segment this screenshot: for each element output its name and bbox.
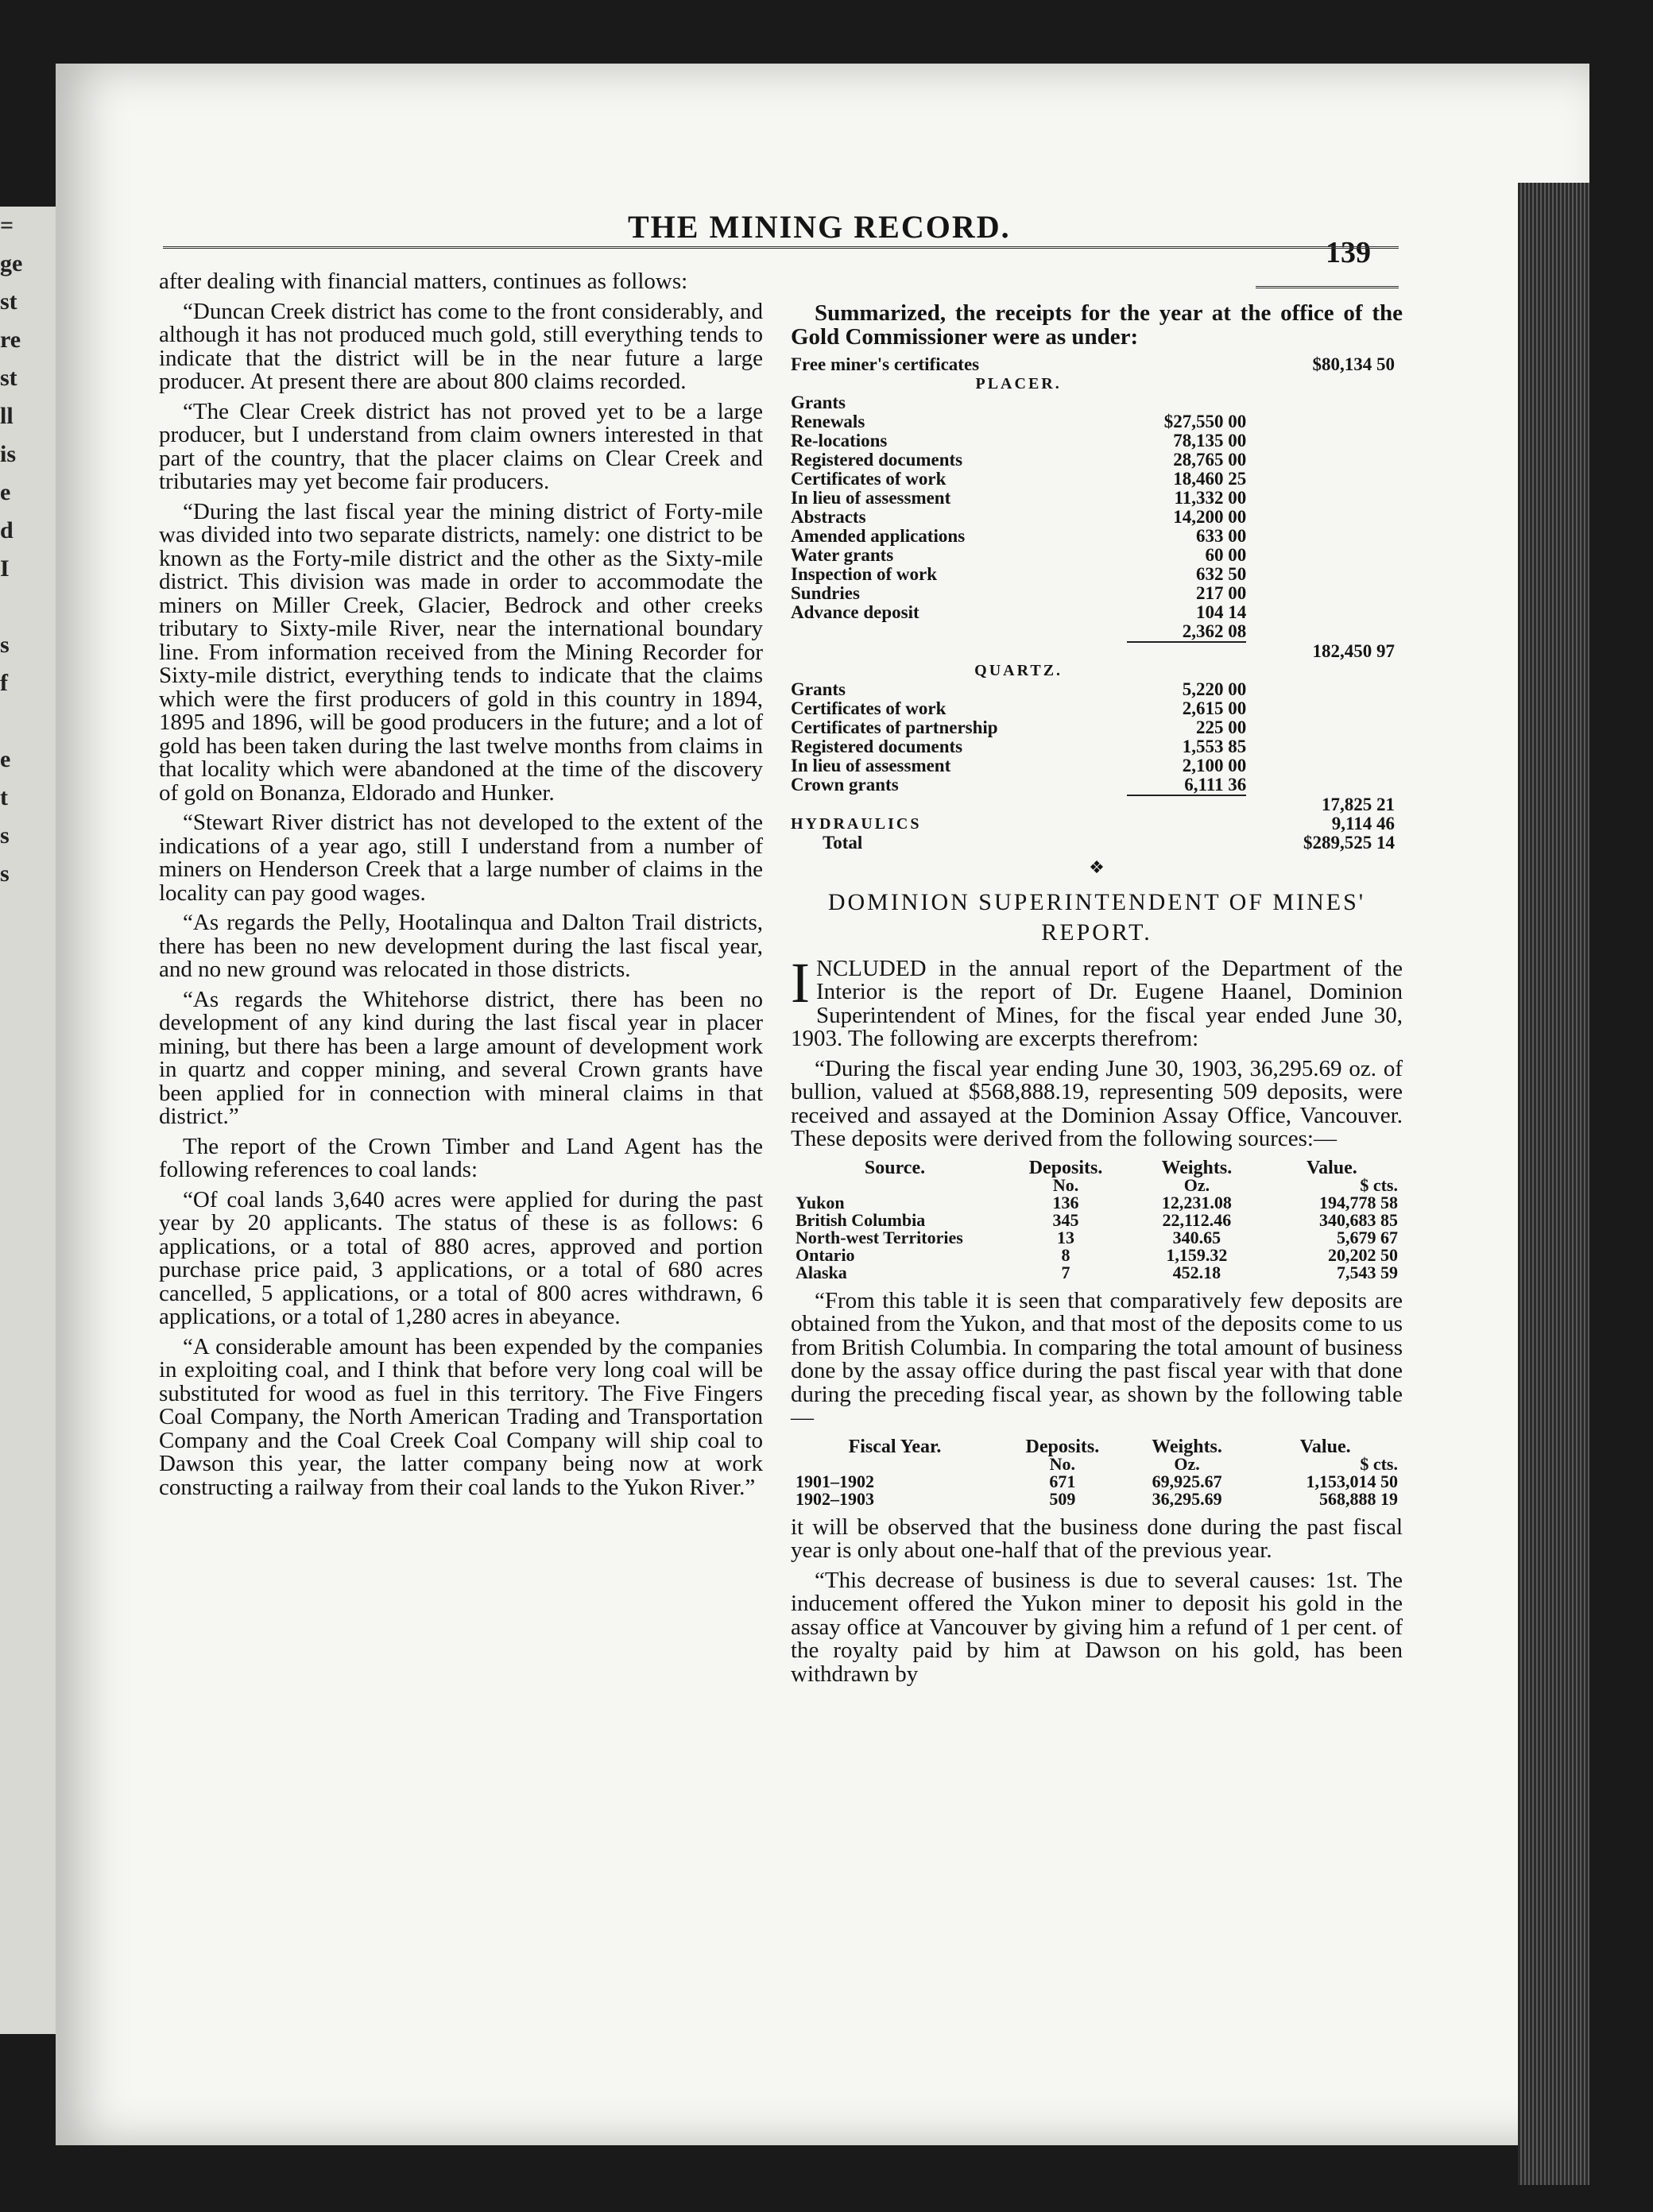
table-cell: 194,778 58 bbox=[1319, 1192, 1398, 1212]
table-cell: 36,295.69 bbox=[1152, 1488, 1222, 1509]
table-cell: 1,153,014 50 bbox=[1306, 1471, 1398, 1491]
paragraph: “The Clear Creek district has not proved yet to be a large producer, but I understand from claim owners interested in that part of the country, that the placer claims on Clear Creek and tributaries may yet become fair producers. bbox=[159, 398, 763, 494]
table-cell: 136 bbox=[1052, 1192, 1079, 1212]
table-row bbox=[791, 584, 1395, 603]
column-subheader: Oz. bbox=[1183, 1174, 1210, 1195]
column-header: Weights. bbox=[1152, 1436, 1222, 1457]
table-row bbox=[791, 431, 1395, 451]
table-subheader-row bbox=[791, 1177, 1403, 1194]
table-cell: 69,925.67 bbox=[1152, 1471, 1222, 1491]
paragraph: “This decrease of business is due to several causes: 1st. The inducement offered the Yukon miner to deposit his gold in the assay office at Vancouver by giving him a refund of 1 per cent. of the royalty paid by him at Dawson on his gold, has been withdrawn by bbox=[791, 1567, 1403, 1687]
table-cell: Alaska bbox=[796, 1262, 847, 1282]
receipt-label: Certificates of partnership bbox=[791, 717, 998, 737]
receipt-amount: 225 00 bbox=[1195, 717, 1247, 737]
total-label: Total bbox=[823, 833, 863, 853]
receipt-label: Free miner's certificates bbox=[791, 354, 980, 374]
paragraph: “Of coal lands 3,640 acres were applied for during the past year by 20 applicants. The status of these is as follows: 6 applications, or a total of 880 acres, approved and portion purchase price paid, 3 applications, or a total of 680 acres cancelled, 5 applications, or a total of 800 acres withdrawn, 6 applications, or a total of 1,280 acres in abeyance. bbox=[159, 1186, 763, 1329]
table-row bbox=[791, 795, 1395, 814]
table-header-row bbox=[791, 1159, 1403, 1177]
table-row bbox=[791, 508, 1395, 527]
facing-page-fragment: t bbox=[0, 784, 8, 810]
table-row bbox=[791, 393, 1395, 412]
receipt-label: Renewals bbox=[791, 412, 865, 431]
facing-page-fragment: d bbox=[0, 517, 14, 543]
running-header-title: THE MINING RECORD. bbox=[628, 209, 1011, 245]
receipt-amount: 633 00 bbox=[1195, 526, 1247, 546]
receipt-amount: $27,550 00 bbox=[1163, 412, 1247, 431]
ornament: ❖ bbox=[1089, 857, 1105, 877]
receipt-label: Registered documents bbox=[791, 450, 963, 470]
column-header: Deposits. bbox=[1025, 1436, 1100, 1457]
paragraph: “From this table it is seen that comparatively few deposits are obtained from the Yukon, and that most of the deposits come to us from British Columbia. In comparing the total amount of business done by the assay office during the past fiscal year with that done during the preceding fiscal year, as shown by the following table— bbox=[791, 1287, 1403, 1430]
paragraph: it will be observed that the business done during the past fiscal year is only about one-half that of the previous year. bbox=[791, 1514, 1403, 1563]
receipt-label: Certificates of work bbox=[791, 469, 947, 489]
table-row bbox=[791, 603, 1395, 622]
table-row bbox=[791, 622, 1395, 642]
table-cell: 340.65 bbox=[1172, 1227, 1221, 1247]
report-intro bbox=[791, 950, 1403, 1051]
table-cell: 1901–1902 bbox=[796, 1471, 874, 1491]
table-row bbox=[791, 699, 1395, 718]
receipt-amount: 2,362 08 bbox=[1182, 621, 1247, 641]
receipt-amount: 14,200 00 bbox=[1173, 507, 1247, 527]
column-subheader: No. bbox=[1049, 1453, 1076, 1474]
facing-page-fragment: re bbox=[0, 327, 21, 353]
table-cell: 7,543 59 bbox=[1337, 1262, 1398, 1282]
book-edge bbox=[1518, 183, 1589, 2185]
table-cell: 509 bbox=[1049, 1488, 1076, 1509]
receipt-amount bbox=[1127, 393, 1246, 412]
receipt-amount: 1,553 85 bbox=[1182, 737, 1247, 756]
table-row bbox=[791, 775, 1395, 795]
receipt-amount: 6,111 36 bbox=[1184, 775, 1247, 795]
table-row bbox=[791, 1473, 1403, 1491]
paragraph: “Stewart River district has not developed to the extent of the indications of a year ago, still I understand from a number of miners on Henderson Creek that a large number of claims in the locality can pay good wages. bbox=[159, 810, 763, 906]
facing-page-fragment: f bbox=[0, 670, 8, 696]
table-row bbox=[791, 833, 1395, 853]
table-cell: Ontario bbox=[796, 1244, 855, 1265]
table-row bbox=[791, 470, 1395, 489]
table-row bbox=[791, 1194, 1403, 1212]
total-amount: $289,525 14 bbox=[1303, 833, 1395, 853]
table-row bbox=[791, 489, 1395, 508]
column-header: Value. bbox=[1299, 1436, 1351, 1457]
table-subheader-row bbox=[791, 1456, 1403, 1473]
table-cell: 671 bbox=[1049, 1471, 1076, 1491]
receipt-amount: 2,615 00 bbox=[1182, 698, 1247, 718]
receipt-label: Inspection of work bbox=[791, 564, 938, 584]
assay-sources-table bbox=[791, 1159, 1403, 1282]
table-cell: 5,679 67 bbox=[1337, 1227, 1398, 1247]
facing-page-fragment: is bbox=[0, 441, 17, 467]
facing-page-fragment: ll bbox=[0, 403, 14, 429]
quartz-heading: QUARTZ. bbox=[974, 662, 1063, 679]
receipt-amount: 11,332 00 bbox=[1174, 488, 1247, 508]
report-intro-text: NCLUDED in the annual report of the Department of the Interior is the report of Dr. Eugene Haanel, Dominion Superintendent of Mines, for the fiscal year ended June 30, 1903. The following are excerpts therefrom: bbox=[791, 955, 1403, 1051]
table-cell: Yukon bbox=[796, 1192, 845, 1212]
receipts-intro: Summarized, the receipts for the year at the office of the Gold Commissioner were as under: bbox=[791, 300, 1403, 350]
receipt-amount: 217 00 bbox=[1195, 583, 1247, 603]
receipt-label: Advance deposit bbox=[791, 602, 919, 622]
table-row bbox=[791, 642, 1395, 661]
paragraph: “Duncan Creek district has come to the front considerably, and although it has not produced much gold, still everything tends to indicate that the district will be in the near future a large producer. At present there are about 800 claims recorded. bbox=[159, 298, 763, 394]
receipt-label: Sundries bbox=[791, 583, 860, 603]
quartz-total: 17,825 21 bbox=[1322, 795, 1395, 814]
table-row bbox=[791, 1229, 1403, 1247]
table-cell: 1,159.32 bbox=[1166, 1244, 1228, 1265]
table-cell: 20,202 50 bbox=[1328, 1244, 1398, 1265]
hydraulics-label: HYDRAULICS bbox=[791, 815, 922, 833]
receipt-label: Water grants bbox=[791, 545, 894, 565]
table-cell: 452.18 bbox=[1172, 1262, 1221, 1282]
receipt-label: In lieu of assessment bbox=[791, 756, 951, 775]
table-row bbox=[791, 756, 1395, 775]
paragraph: The report of the Crown Timber and Land Agent has the following references to coal lands: bbox=[159, 1133, 763, 1182]
receipt-label: Re-locations bbox=[791, 431, 888, 451]
table-row bbox=[791, 1212, 1403, 1229]
header-rule-right bbox=[1256, 286, 1399, 288]
receipt-amount: 104 14 bbox=[1195, 602, 1247, 622]
receipt-label: Registered documents bbox=[791, 737, 963, 756]
table-row bbox=[791, 737, 1395, 756]
receipt-amount: 5,220 00 bbox=[1182, 679, 1247, 699]
paragraph: after dealing with financial matters, continues as follows: bbox=[159, 269, 688, 294]
table-row bbox=[791, 451, 1395, 470]
facing-page-fragment: = bbox=[0, 212, 14, 238]
table-cell: British Columbia bbox=[796, 1209, 926, 1230]
table-cell: 12,231.08 bbox=[1161, 1192, 1232, 1212]
column-header: Fiscal Year. bbox=[848, 1436, 942, 1457]
facing-page-fragment: s bbox=[0, 822, 10, 849]
table-cell: 340,683 85 bbox=[1319, 1209, 1398, 1230]
facing-page-text-edge bbox=[0, 207, 23, 2034]
section-heading-line: DOMINION SUPERINTENDENT OF MINES' bbox=[827, 888, 1366, 915]
facing-page bbox=[0, 207, 56, 2034]
table-cell: 568,888 19 bbox=[1319, 1488, 1398, 1509]
placer-heading: PLACER. bbox=[975, 375, 1062, 393]
receipt-amount: $80,134 50 bbox=[1312, 354, 1395, 374]
facing-page-fragment: e bbox=[0, 479, 11, 505]
fiscal-year-table bbox=[791, 1438, 1403, 1508]
table-cell: 8 bbox=[1061, 1244, 1070, 1265]
table-row bbox=[791, 1491, 1403, 1508]
column-header: Value. bbox=[1306, 1157, 1357, 1178]
paragraph: “During the fiscal year ending June 30, 1903, 36,295.69 oz. of bullion, valued at $568,888.19, representing 509 deposits, were received and assayed at the Dominion Assay Office, Vancouver. These deposits were derived from the following sources:— bbox=[791, 1055, 1403, 1151]
paragraph: “A considerable amount has been expended by the companies in exploiting coal, and I think that before very long coal will be substituted for wood as fuel in this territory. The Five Fingers Coal Company, the North American Trading and Transportation Company and the Coal Creek Coal Company will ship coal to Dawson this year, the latter company being now at work constructing a railway from their coal lands to the Yukon River.” bbox=[159, 1333, 763, 1500]
facing-page-fragment: ge bbox=[0, 250, 23, 276]
receipt-amount: 2,100 00 bbox=[1182, 756, 1247, 775]
receipt-label: Crown grants bbox=[791, 775, 899, 795]
facing-page-fragment: I bbox=[0, 555, 10, 582]
paragraph: “As regards the Pelly, Hootalinqua and Dalton Trail districts, there has been no new development during the last fiscal year, and no new ground was relocated in those districts. bbox=[159, 910, 763, 982]
table-row bbox=[791, 412, 1395, 431]
column-subheader: Oz. bbox=[1174, 1453, 1200, 1474]
receipt-label: Abstracts bbox=[791, 507, 866, 527]
table-header-row bbox=[791, 1438, 1403, 1456]
table-row bbox=[791, 527, 1395, 546]
right-column bbox=[791, 302, 1403, 1692]
column-header: Source. bbox=[864, 1157, 926, 1178]
column-subheader: $ cts. bbox=[1360, 1174, 1398, 1195]
facing-page-fragment: s bbox=[0, 860, 10, 887]
dropcap: I bbox=[791, 950, 810, 1015]
table-row bbox=[791, 355, 1395, 374]
left-column bbox=[159, 270, 763, 1506]
paragraph: “As regards the Whitehorse district, there has been no development of any kind during the last fiscal year in placer mining, but there has been a large amount of development work in quartz and copper mining, and several Crown grants have been applied for in connection with mineral claims in that district.” bbox=[159, 986, 763, 1129]
table-row bbox=[791, 718, 1395, 737]
column-subheader: No. bbox=[1052, 1174, 1079, 1195]
table-row bbox=[791, 1247, 1403, 1264]
facing-page-fragment: st bbox=[0, 365, 17, 391]
receipt-label: In lieu of assessment bbox=[791, 488, 951, 508]
receipt-amount: 632 50 bbox=[1195, 564, 1247, 584]
paragraph: “During the last fiscal year the mining district of Forty-mile was divided into two separate districts, namely: one district to be known as the Forty-mile district and the other as the Sixty-mile district. This division was made in order to accommodate the miners on Miller Creek, Glacier, Bedrock and other creeks tributary to Sixty-mile River, near the international boundary line. From information received from the Mining Recorder for Sixty-mile district, everything tends to indicate that the claims which were the first producers of gold in this country in 1894, 1895 and 1896, will be good producers in the future; and a lot of gold has been taken during the last twelve months from claims in that locality which were abandoned at the time of the discovery of gold on Bonanza, Eldorado and Hunker. bbox=[159, 498, 763, 806]
table-row bbox=[791, 1264, 1403, 1282]
receipt-amount: 28,765 00 bbox=[1173, 450, 1247, 470]
table-cell: 13 bbox=[1057, 1227, 1075, 1247]
receipt-amount: 18,460 25 bbox=[1173, 469, 1247, 489]
column-subheader: $ cts. bbox=[1360, 1453, 1398, 1474]
receipt-amount: 60 00 bbox=[1205, 545, 1247, 565]
table-row bbox=[791, 680, 1395, 699]
facing-page-fragment bbox=[0, 702, 14, 741]
facing-page-fragment: st bbox=[0, 288, 17, 315]
receipt-label: Grants bbox=[791, 393, 846, 412]
table-row bbox=[791, 814, 1395, 833]
section-heading-line: REPORT. bbox=[1041, 918, 1152, 946]
placer-total: 182,450 97 bbox=[1312, 641, 1395, 661]
table-cell: 22,112.46 bbox=[1162, 1209, 1232, 1230]
hydraulics-amount: 9,114 46 bbox=[1331, 814, 1395, 833]
receipt-label: Certificates of work bbox=[791, 698, 947, 718]
column-header: Weights. bbox=[1161, 1157, 1233, 1178]
section-heading bbox=[791, 888, 1403, 948]
header-rule bbox=[163, 246, 1399, 249]
receipts-table bbox=[791, 355, 1395, 853]
facing-page-fragment: s bbox=[0, 632, 10, 658]
page-number: 139 bbox=[1326, 236, 1371, 269]
table-cell: 1902–1903 bbox=[796, 1488, 874, 1509]
column-header: Deposits. bbox=[1028, 1157, 1103, 1178]
receipt-label bbox=[791, 622, 1127, 642]
table-cell: North-west Territories bbox=[796, 1227, 963, 1247]
receipt-label: Grants bbox=[791, 679, 846, 699]
receipt-amount: 78,135 00 bbox=[1173, 431, 1247, 451]
facing-page-fragment: e bbox=[0, 746, 11, 772]
receipt-label: Amended applications bbox=[791, 526, 966, 546]
table-row bbox=[791, 565, 1395, 584]
table-cell: 345 bbox=[1052, 1209, 1079, 1230]
table-row bbox=[791, 546, 1395, 565]
table-cell: 7 bbox=[1061, 1262, 1070, 1282]
facing-page-fragment bbox=[0, 588, 14, 626]
